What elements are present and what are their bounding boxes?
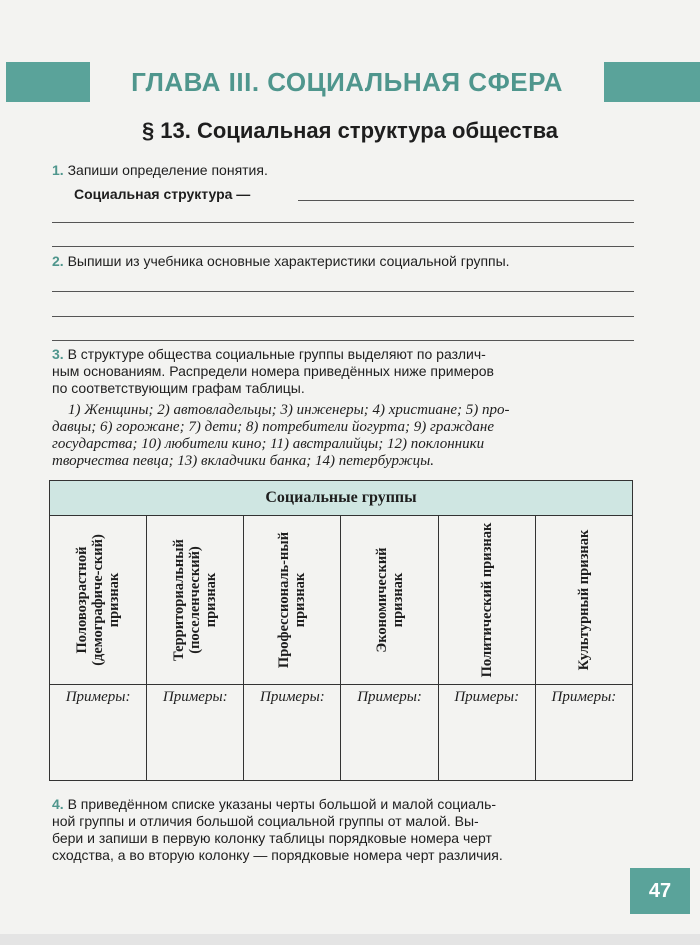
examples-cell[interactable]: Примеры: [438,685,535,781]
task-3-line-2: ным основаниям. Распредели номера приведённых ниже примеров [52,363,494,379]
column-header-label: Профессиональ-ный признак [276,531,309,669]
table-header: Социальные группы [50,481,633,516]
page-edge [0,934,700,945]
task-4-line-4: сходства, а во вторую колонку — порядковые номера черт различия. [52,847,503,863]
chapter-title: ГЛАВА III. СОЦИАЛЬНАЯ СФЕРА [131,67,563,97]
examples-line-4: творчества певца; 13) вкладчики банка; 14) петербуржцы. [52,453,434,469]
column-header [341,516,438,685]
examples-cell[interactable]: Примеры: [341,685,438,781]
task-4-line-1: В приведённом списке указаны черты большой и малой социаль- [67,796,497,812]
examples-cell[interactable]: Примеры: [535,685,632,781]
answer-line[interactable] [52,291,634,292]
column-header-label: Политический признак [478,522,495,678]
column-header-label: Экономический признак [373,547,406,653]
examples-cell[interactable]: Примеры: [244,685,341,781]
task-2-number: 2. [52,253,64,269]
task-1-term: Социальная структура — [74,186,251,202]
column-header [147,516,244,685]
section-title: § 13. Социальная структура общества [141,118,559,143]
task-4-line-2: ной группы и отличия большой социальной группы от малой. Вы- [52,813,479,829]
examples-line-1: 1) Женщины; 2) автовладельцы; 3) инженеры; 4) христиане; 5) про- [68,402,510,418]
task-2 [52,253,636,270]
chapter-band-left [6,62,90,102]
answer-line[interactable] [52,222,634,223]
chapter-band-right [604,62,700,102]
column-header-label: Половозрастной (демографиче-ский) признак [74,534,123,666]
column-header [244,516,341,685]
task-3-examples [52,402,636,470]
column-header [535,516,632,685]
task-1 [52,162,636,179]
examples-line-2: давцы; 6) горожане; 7) дети; 8) потребители йогурта; 9) граждане [52,419,494,435]
answer-line[interactable] [52,340,634,341]
task-3 [52,346,636,397]
task-1-term-row [74,186,294,203]
task-3-number: 3. [52,346,64,362]
page-number: 47 [630,868,690,914]
task-4-number: 4. [52,796,64,812]
task-3-line-3: по соответствующим графам таблицы. [52,380,305,396]
column-header-label: Территориальный (поселенческий) признак [171,539,220,661]
task-3-line-1: В структуре общества социальные группы выделяют по различ- [67,346,486,362]
task-1-number: 1. [52,162,64,178]
task-4-line-3: бери и запиши в первую колонку таблицы порядковые номера черт [52,830,492,846]
answer-line[interactable] [52,246,634,247]
column-header [438,516,535,685]
examples-cell[interactable]: Примеры: [147,685,244,781]
task-2-text: Выпиши из учебника основные характеристики социальной группы. [67,253,510,269]
answer-line[interactable] [52,316,634,317]
column-header [50,516,147,685]
answer-line[interactable] [298,200,634,201]
task-1-text: Запиши определение понятия. [67,162,268,178]
social-groups-table [49,480,633,781]
task-4 [52,796,636,864]
column-header-label: Культурный признак [575,529,592,671]
examples-cell[interactable]: Примеры: [50,685,147,781]
examples-line-3: государства; 10) любители кино; 11) австралийцы; 12) поклонники [52,436,485,452]
